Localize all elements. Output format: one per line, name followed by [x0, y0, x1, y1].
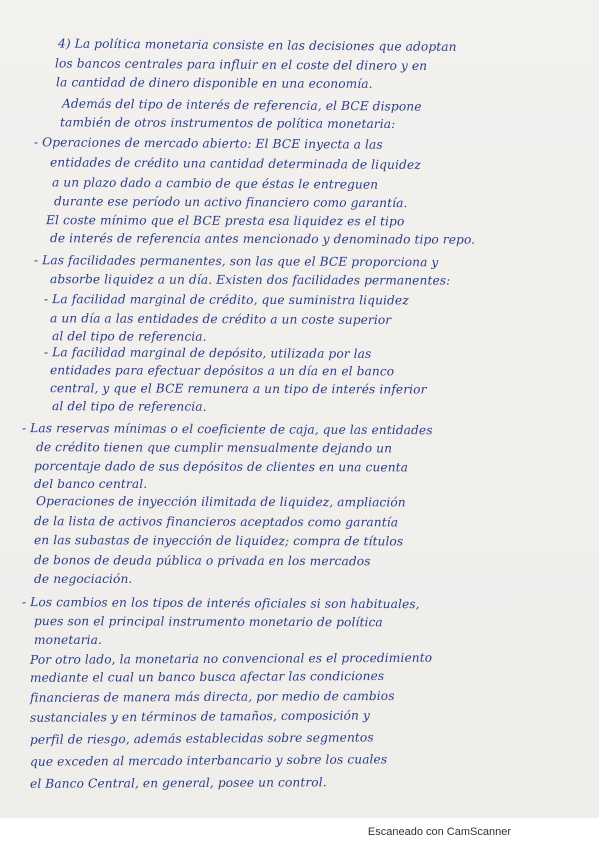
text-line: que exceden al mercado interbancario y sobre los cuales [29, 752, 388, 769]
text-line: el Banco Central, en general, posee un control. [29, 775, 327, 791]
text-line: de la lista de activos financieros aceptados como garantía [33, 514, 399, 530]
text-line: de interés de referencia antes mencionado y denominado tipo repo. [49, 231, 476, 247]
text-line: en las subastas de inyección de liquidez; compra de títulos [33, 533, 404, 549]
text-line: de negociación. [34, 572, 133, 586]
text-line: a un día a las entidades de crédito a un coste superior [49, 311, 392, 328]
text-line: Operaciones de inyección ilimitada de liquidez, ampliación [35, 494, 406, 510]
text-line: los bancos centrales para influir en el coste del dinero y en [54, 56, 428, 73]
text-line: - Los cambios en los tipos de interés oficiales si son habituales, [21, 595, 420, 612]
text-line: durante ese período un activo financiero como garantía. [53, 194, 408, 211]
text-line: sustanciales y en términos de tamaños, composición y [29, 708, 370, 725]
text-line: a un plazo dado a cambio de que éstas le entreguen [51, 175, 379, 192]
text-line: - Operaciones de mercado abierto: El BCE inyecta a las [33, 135, 383, 152]
text-line: financieras de manera más directa, por medio de cambios [29, 688, 395, 705]
text-line: central, y que el BCE remunera a un tipo de interés inferior [49, 381, 427, 397]
text-line: Por otro lado, la monetaria no convencional es el procedimiento [29, 650, 433, 667]
text-line: de crédito tienen que cumplir mensualmente dejando un [35, 440, 393, 456]
text-line: El coste mínimo que el BCE presta esa liquidez es el tipo [45, 213, 405, 229]
text-line: también de otros instrumentos de política monetaria: [59, 115, 396, 132]
text-line: monetaria. [34, 633, 102, 647]
text-line: al del tipo de referencia. [51, 329, 207, 344]
text-line: - Las reservas mínimas o el coeficiente de caja, que las entidades [21, 421, 433, 438]
text-line: pues son el principal instrumento monetario de política [33, 614, 383, 630]
text-line: Además del tipo de interés de referencia, el BCE dispone [61, 96, 422, 114]
scanner-watermark: Escaneado con CamScanner [367, 826, 511, 838]
text-line: entidades de crédito una cantidad determinada de liquidez [49, 155, 421, 172]
text-line: entidades para efectuar depósitos a un día en el banco [49, 363, 395, 379]
text-line: al del tipo de referencia. [51, 399, 207, 414]
text-line: la cantidad de dinero disponible en una economía. [55, 75, 373, 91]
text-line: absorbe liquidez a un día. Existen dos facilidades permanentes: [49, 272, 451, 288]
text-line: del banco central. [34, 477, 148, 491]
text-line: 4) La política monetaria consiste en las decisiones que adoptan [57, 36, 457, 54]
text-line: - Las facilidades permanentes, son las que el BCE proporciona y [33, 253, 439, 270]
text-line: porcentaje dado de sus depósitos de clientes en una cuenta [33, 459, 409, 475]
text-line: de bonos de deuda pública o privada en los mercados [33, 553, 371, 569]
text-line: perfil de riesgo, además establecidas sobre segmentos [29, 730, 374, 747]
text-line: mediante el cual un banco busca afectar las condiciones [29, 668, 385, 685]
text-line: - La facilidad marginal de crédito, que suministra liquidez [43, 292, 409, 308]
text-line: - La facilidad marginal de depósito, utilizada por las [43, 345, 372, 361]
